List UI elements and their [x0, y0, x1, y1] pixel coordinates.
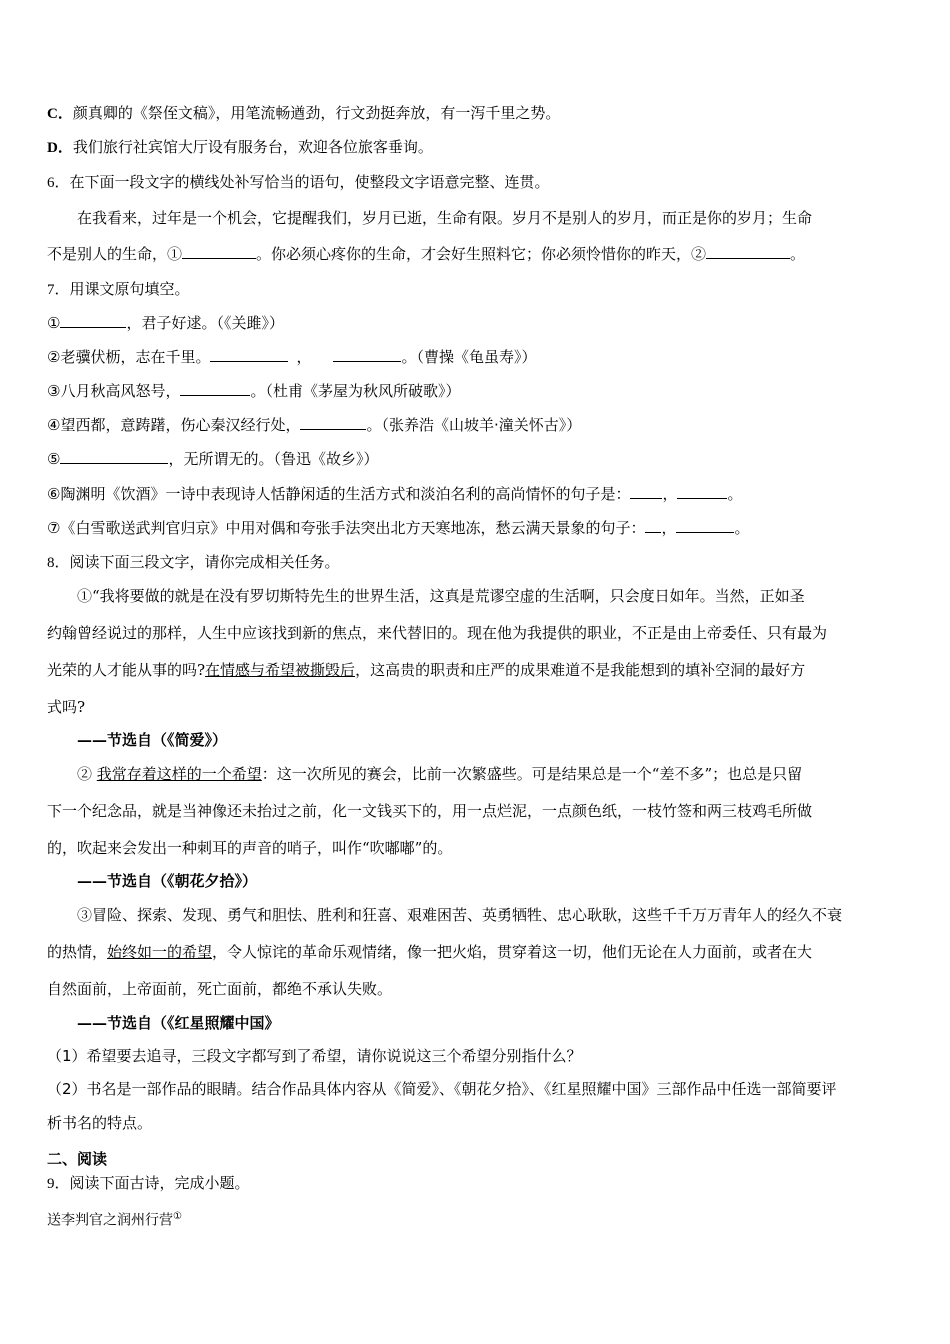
- question-6-text-line-1: 在我看来，过年是一个机会，它提醒我们，岁月已逝，生命有限。岁月不是别人的岁月，而正是你的岁月；生命: [77, 209, 813, 227]
- question-6-text-line-2: 不是别人的生命，① 。你必须心疼你的生命，才会好生照料它；你必须怜惜你的昨天，② 。: [47, 245, 806, 263]
- passage-2-line-2: 下一个纪念品，就是当神像还未抬过之前，化一文钱买下的，用一点烂泥，一点颜色纸，一枝竹签和两三枝鸡毛所做: [47, 802, 813, 820]
- passage-3-line-3: 自然面前，上帝面前，死亡面前，都绝不承认失败。: [47, 980, 393, 998]
- answer-blank[interactable]: [300, 415, 366, 430]
- footnote-mark: ①: [173, 1211, 182, 1222]
- passage-1-line-3: 光荣的人才能从事的吗?在情感与希望被撕毁后，这高贵的职责和庄严的成果难道不是我能想到的填补空洞的最好方: [47, 661, 806, 679]
- passage-1-line-2: 约翰曾经说过的那样，人生中应该找到新的焦点，来代替旧的。现在他为我提供的职业，不正是由上帝委任、只有最为: [47, 624, 828, 642]
- answer-blank[interactable]: [645, 518, 661, 533]
- task-2-line-1: （2）书名是一部作品的眼睛。结合作品具体内容从《简爱》、《朝花夕拾》、《红星照耀中国》三部作品中任选一部简要评: [47, 1080, 837, 1098]
- answer-blank-2[interactable]: [706, 244, 790, 259]
- q7-item-6: ⑥陶渊明《饮酒》一诗中表现诗人恬静闲适的生活方式和淡泊名利的高尚情怀的句子是： ， 。: [47, 485, 743, 503]
- passage-1-source: ——节选自（《简爱》）: [77, 731, 228, 749]
- q7-item-5: ⑤ ，无所谓无的。（鲁迅《故乡》）: [47, 450, 379, 468]
- poem-title: 送李判官之润州行营①: [47, 1211, 182, 1229]
- question-8-prompt: 8．阅读下面三段文字，请你完成相关任务。: [47, 553, 340, 571]
- question-6-prompt: 6．在下面一段文字的横线处补写恰当的语句，使整段文字语意完整、连贯。: [47, 173, 550, 191]
- answer-blank[interactable]: [630, 484, 662, 499]
- section-2-heading: 二、阅读: [47, 1150, 108, 1168]
- answer-blank[interactable]: [333, 347, 401, 362]
- task-2-line-2: 析书名的特点。: [47, 1114, 153, 1132]
- question-9-prompt: 9．阅读下面古诗，完成小题。: [47, 1174, 250, 1192]
- passage-2-source: ——节选自（《朝花夕拾》）: [77, 872, 258, 890]
- q7-item-7: ⑦《白雪歌送武判官归京》中用对偶和夸张手法突出北方天寒地冻，愁云满天景象的句子： ， 。: [47, 519, 750, 537]
- q7-item-4: ④望西都，意踌躇，伤心秦汉经行处， 。（张养浩《山坡羊·潼关怀古》）: [47, 416, 582, 434]
- passage-3-line-1: ③冒险、探索、发现、勇气和胆怯、胜利和狂喜、艰难困苦、英勇牺牲、忠心耿耿，这些千千万万青年人的经久不衰: [77, 906, 843, 924]
- passage-1-line-4: 式吗?: [47, 698, 86, 716]
- answer-blank-1[interactable]: [182, 244, 256, 259]
- answer-blank[interactable]: [60, 449, 168, 464]
- answer-blank[interactable]: [676, 518, 734, 533]
- passage-1-line-1: ①“我将要做的就是在没有罗切斯特先生的世界生活，这真是荒谬空虚的生活啊，只会度日如年。当然，正如圣: [77, 587, 805, 605]
- passage-3-line-2: 的热情，始终如一的希望，令人惊诧的革命乐观情绪，像一把火焰，贯穿着这一切，他们无论在人力面前，或者在大: [47, 943, 813, 961]
- answer-blank[interactable]: [677, 484, 727, 499]
- passage-2-line-1: ② 我常存着这样的一个希望：这一次所见的赛会，比前一次繁盛些。可是结果总是一个“差不多”；也总是只留: [77, 765, 803, 783]
- q7-item-2: ②老骥伏枥，志在千里。 ， 。（曹操《龟虽寿》）: [47, 348, 537, 366]
- q7-item-1: ① ，君子好逑。（《关雎》）: [47, 314, 284, 332]
- passage-3-source: ——节选自（《红星照耀中国》: [77, 1014, 280, 1032]
- passage-2-line-3: 的，吹起来会发出一种刺耳的声音的哨子，叫作“吹嘟嘟”的。: [47, 839, 453, 857]
- question-7-prompt: 7．用课文原句填空。: [47, 280, 190, 298]
- option-d: D．我们旅行社宾馆大厅设有服务台，欢迎各位旅客垂询。: [47, 138, 433, 156]
- answer-blank[interactable]: [210, 347, 288, 362]
- option-c: C．颜真卿的《祭侄文稿》，用笔流畅遒劲，行文劲挺奔放，有一泻千里之势。: [47, 104, 561, 122]
- answer-blank[interactable]: [180, 381, 250, 396]
- q7-item-3: ③八月秋高风怒号， 。（杜甫《茅屋为秋风所破歌》）: [47, 382, 461, 400]
- task-1: （1）希望要去追寻，三段文字都写到了希望，请你说说这三个希望分别指什么？: [47, 1047, 582, 1065]
- answer-blank[interactable]: [60, 313, 126, 328]
